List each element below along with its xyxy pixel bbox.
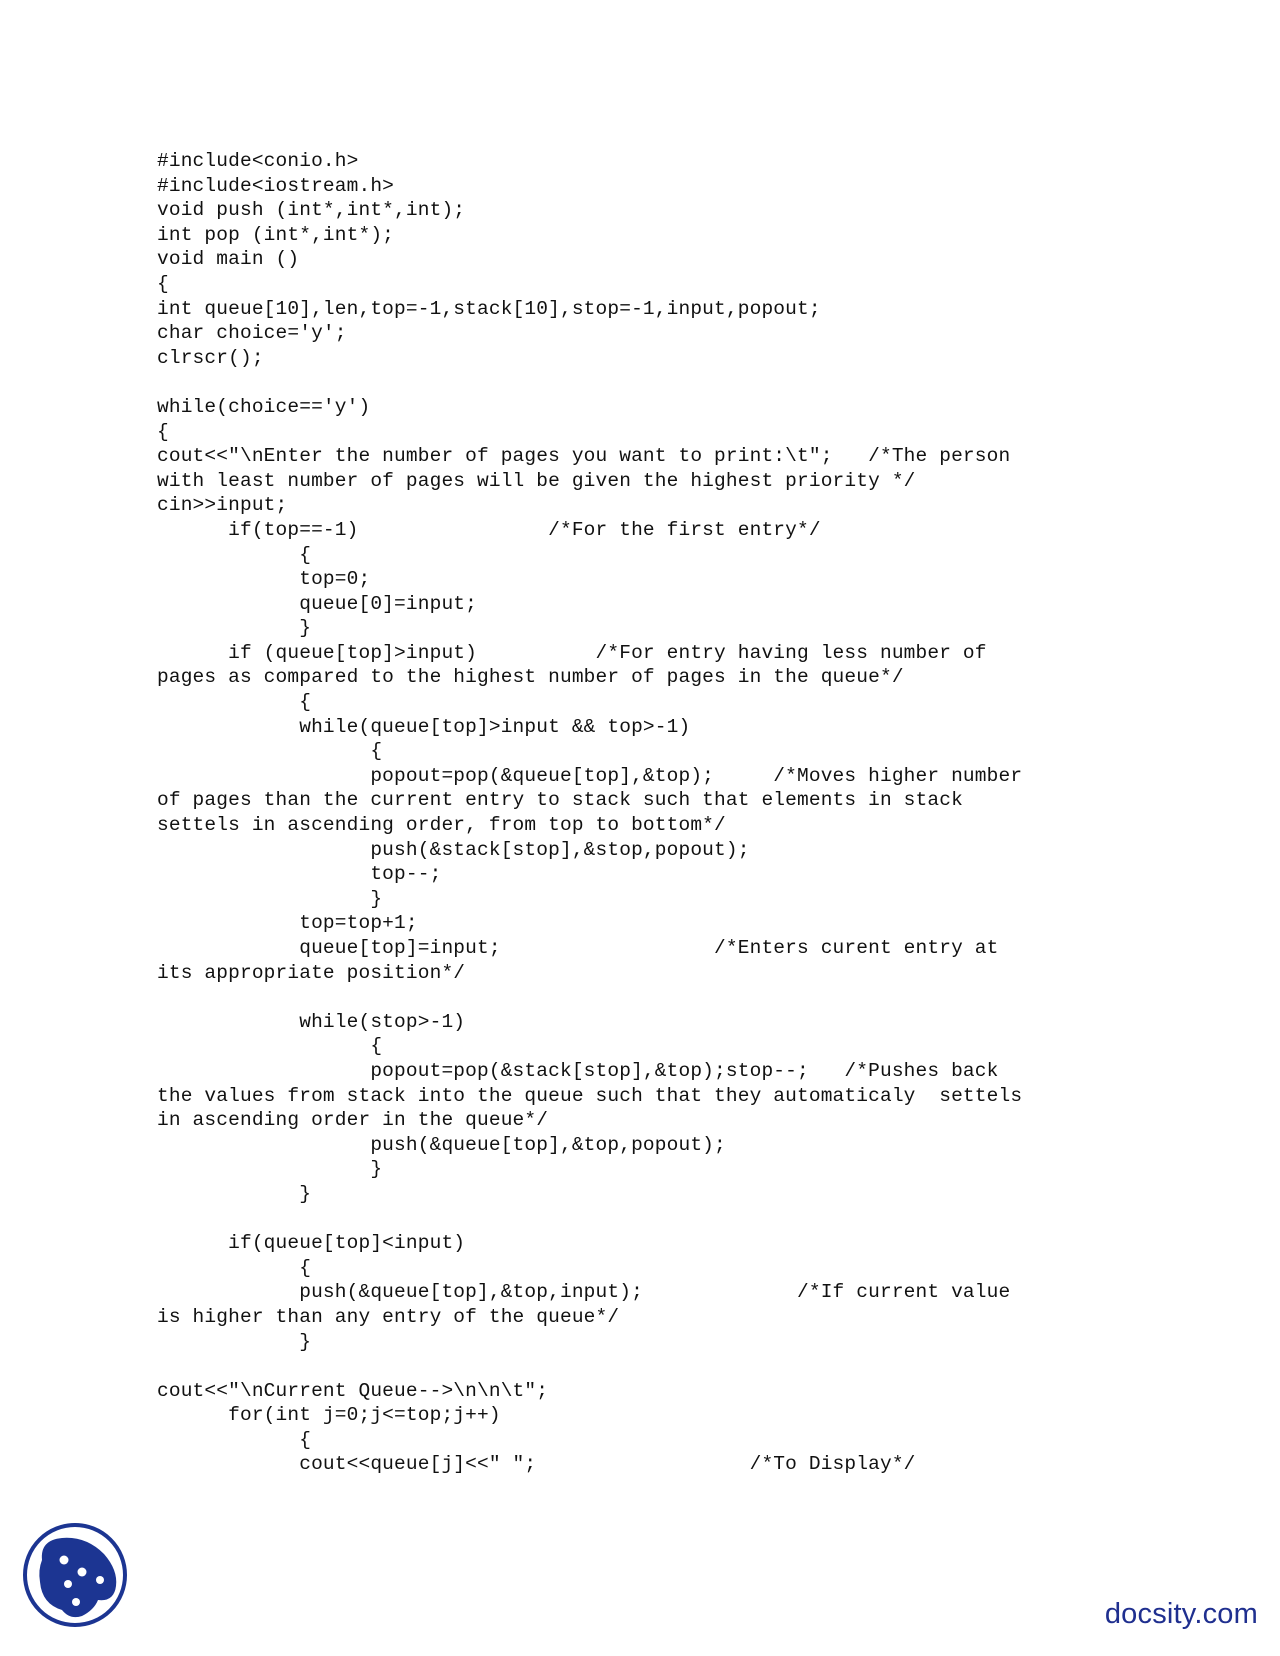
- code-line: in ascending order in the queue*/: [157, 1109, 549, 1132]
- code-line: while(stop>-1): [157, 1010, 466, 1033]
- code-line: }: [157, 1182, 312, 1205]
- code-line: #include<iostream.h>: [157, 174, 395, 197]
- code-line: [157, 1207, 1022, 1232]
- code-line: {: [157, 1428, 312, 1451]
- code-line: }: [157, 887, 383, 910]
- code-line: [157, 1354, 1022, 1379]
- code-line: is higher than any entry of the queue*/: [157, 1305, 620, 1328]
- code-line: #include<conio.h>: [157, 150, 359, 172]
- code-line: pages as compared to the highest number of pages in the queue*/: [157, 666, 904, 689]
- code-line: cin>>input;: [157, 494, 288, 517]
- code-line: its appropriate position*/: [157, 961, 466, 984]
- code-line: void main (): [157, 248, 300, 271]
- code-line: if(queue[top]<input): [157, 1232, 466, 1255]
- code-line: {: [157, 1035, 383, 1058]
- code-line: cout<<"\nCurrent Queue-->\n\n\t";: [157, 1379, 549, 1402]
- code-line: [157, 370, 1022, 395]
- code-line: cout<<queue[j]<<" "; /*To Display*/: [157, 1453, 916, 1476]
- code-line: }: [157, 1330, 312, 1353]
- code-line: with least number of pages will be given the highest priority */: [157, 469, 916, 492]
- code-line: {: [157, 740, 383, 763]
- code-line: {: [157, 543, 312, 566]
- code-line: popout=pop(&queue[top],&top); /*Moves higher number: [157, 764, 1023, 787]
- code-line: }: [157, 617, 312, 640]
- code-line: top--;: [157, 863, 442, 886]
- code-line: push(&queue[top],&top,popout);: [157, 1133, 726, 1156]
- code-line: settels in ascending order, from top to bottom*/: [157, 814, 726, 837]
- code-line: {: [157, 272, 169, 295]
- code-line: of pages than the current entry to stack such that elements in stack: [157, 789, 963, 812]
- code-line: push(&stack[stop],&stop,popout);: [157, 838, 750, 861]
- code-line: queue[0]=input;: [157, 592, 478, 615]
- code-line: if(top==-1) /*For the first entry*/: [157, 518, 821, 541]
- code-line: clrscr();: [157, 346, 264, 369]
- code-line: queue[top]=input; /*Enters curent entry at: [157, 937, 999, 959]
- code-line: while(choice=='y'): [157, 395, 371, 418]
- code-line: }: [157, 1158, 383, 1181]
- code-line: for(int j=0;j<=top;j++): [157, 1404, 501, 1427]
- code-line: {: [157, 691, 312, 714]
- code-line: cout<<"\nEnter the number of pages you want to print:\t"; /*The person: [157, 445, 1011, 468]
- code-line: if (queue[top]>input) /*For entry having less number of: [157, 641, 987, 664]
- code-line: {: [157, 1256, 312, 1279]
- code-line: int queue[10],len,top=-1,stack[10],stop=-1,input,popout;: [157, 297, 821, 320]
- code-line: top=0;: [157, 568, 371, 591]
- code-line: {: [157, 420, 169, 443]
- code-line: the values from stack into the queue such that they automaticaly settels: [157, 1084, 1023, 1107]
- code-line: char choice='y';: [157, 322, 347, 345]
- code-line: while(queue[top]>input && top>-1): [157, 715, 691, 738]
- code-line: [157, 985, 1022, 1010]
- code-line: popout=pop(&stack[stop],&top);stop--; /*Pushes back: [157, 1059, 999, 1082]
- code-line: int pop (int*,int*);: [157, 223, 395, 246]
- code-line: top=top+1;: [157, 912, 418, 935]
- code-line: push(&queue[top],&top,input); /*If current value: [157, 1281, 1011, 1304]
- brand-link[interactable]: docsity.com: [1104, 1598, 1258, 1630]
- docsity-logo-icon[interactable]: [20, 1520, 130, 1630]
- code-listing: [157, 149, 1022, 1477]
- code-line: void push (int*,int*,int);: [157, 199, 466, 222]
